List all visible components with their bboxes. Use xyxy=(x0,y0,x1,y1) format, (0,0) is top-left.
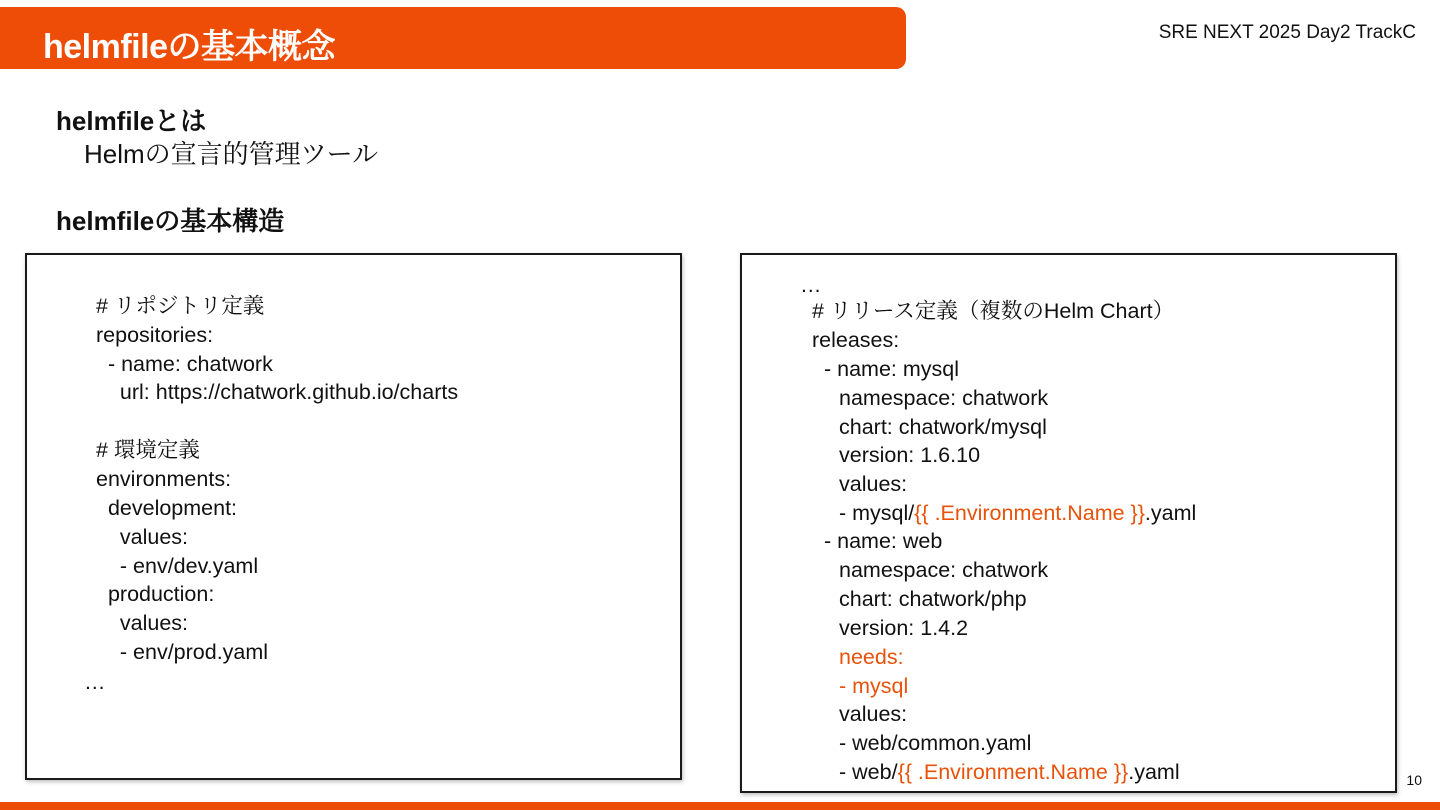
code-text: .yaml xyxy=(1128,760,1180,784)
section-description: Helmの宣言的管理ツール xyxy=(84,139,379,169)
code-text: - web/ xyxy=(839,760,898,784)
code-line xyxy=(839,503,1196,525)
code-line: namespace: chatwork xyxy=(839,386,1049,410)
title-banner xyxy=(0,7,906,69)
code-line: - web/common.yaml xyxy=(839,731,1032,755)
code-line: # リリース定義（複数のHelm Chart） xyxy=(812,299,1175,323)
code-line: … xyxy=(84,670,106,694)
section-heading-what: helmfileとは xyxy=(56,106,207,136)
code-line: values: xyxy=(96,611,189,635)
code-line: - env/prod.yaml xyxy=(96,640,269,664)
repositories-code-box xyxy=(25,253,682,780)
code-line: - name: mysql xyxy=(824,357,960,381)
code-line: - env/dev.yaml xyxy=(96,554,259,578)
code-line: chart: chatwork/php xyxy=(839,587,1027,611)
code-line: releases: xyxy=(812,328,900,352)
event-label: SRE NEXT 2025 Day2 TrackC xyxy=(1158,22,1416,43)
section-heading-structure: helmfileの基本構造 xyxy=(56,206,285,236)
page-number: 10 xyxy=(1406,772,1422,788)
slide-title: helmfileの基本概念 xyxy=(43,28,335,66)
code-line: values: xyxy=(839,472,908,496)
code-text: .yaml xyxy=(1144,501,1197,525)
code-line: production: xyxy=(96,582,215,606)
code-line: version: 1.6.10 xyxy=(839,443,981,467)
code-line: version: 1.4.2 xyxy=(839,616,969,640)
code-line: url: https://chatwork.github.io/charts xyxy=(96,380,459,404)
code-line: chart: chatwork/mysql xyxy=(839,415,1047,439)
template-variable: {{ .Environment.Name }} xyxy=(897,760,1129,784)
code-line: … xyxy=(800,273,822,297)
code-line: namespace: chatwork xyxy=(839,558,1049,582)
code-line: # 環境定義 xyxy=(96,438,200,462)
code-line: environments: xyxy=(96,467,232,491)
code-line: values: xyxy=(839,702,908,726)
code-line: - mysql xyxy=(839,674,909,698)
template-variable: {{ .Environment.Name }} xyxy=(914,501,1145,525)
code-line: development: xyxy=(96,496,238,520)
code-line: needs: xyxy=(839,645,904,669)
footer-bar xyxy=(0,802,1440,810)
releases-code-box xyxy=(740,253,1397,793)
code-line: - name: web xyxy=(824,529,943,553)
code-line: - name: chatwork xyxy=(96,352,273,376)
code-text: - mysql/ xyxy=(839,501,915,525)
code-line: # リポジトリ定義 xyxy=(96,294,265,318)
code-line xyxy=(839,762,1180,784)
code-line: values: xyxy=(96,525,189,549)
code-line: repositories: xyxy=(96,323,214,347)
